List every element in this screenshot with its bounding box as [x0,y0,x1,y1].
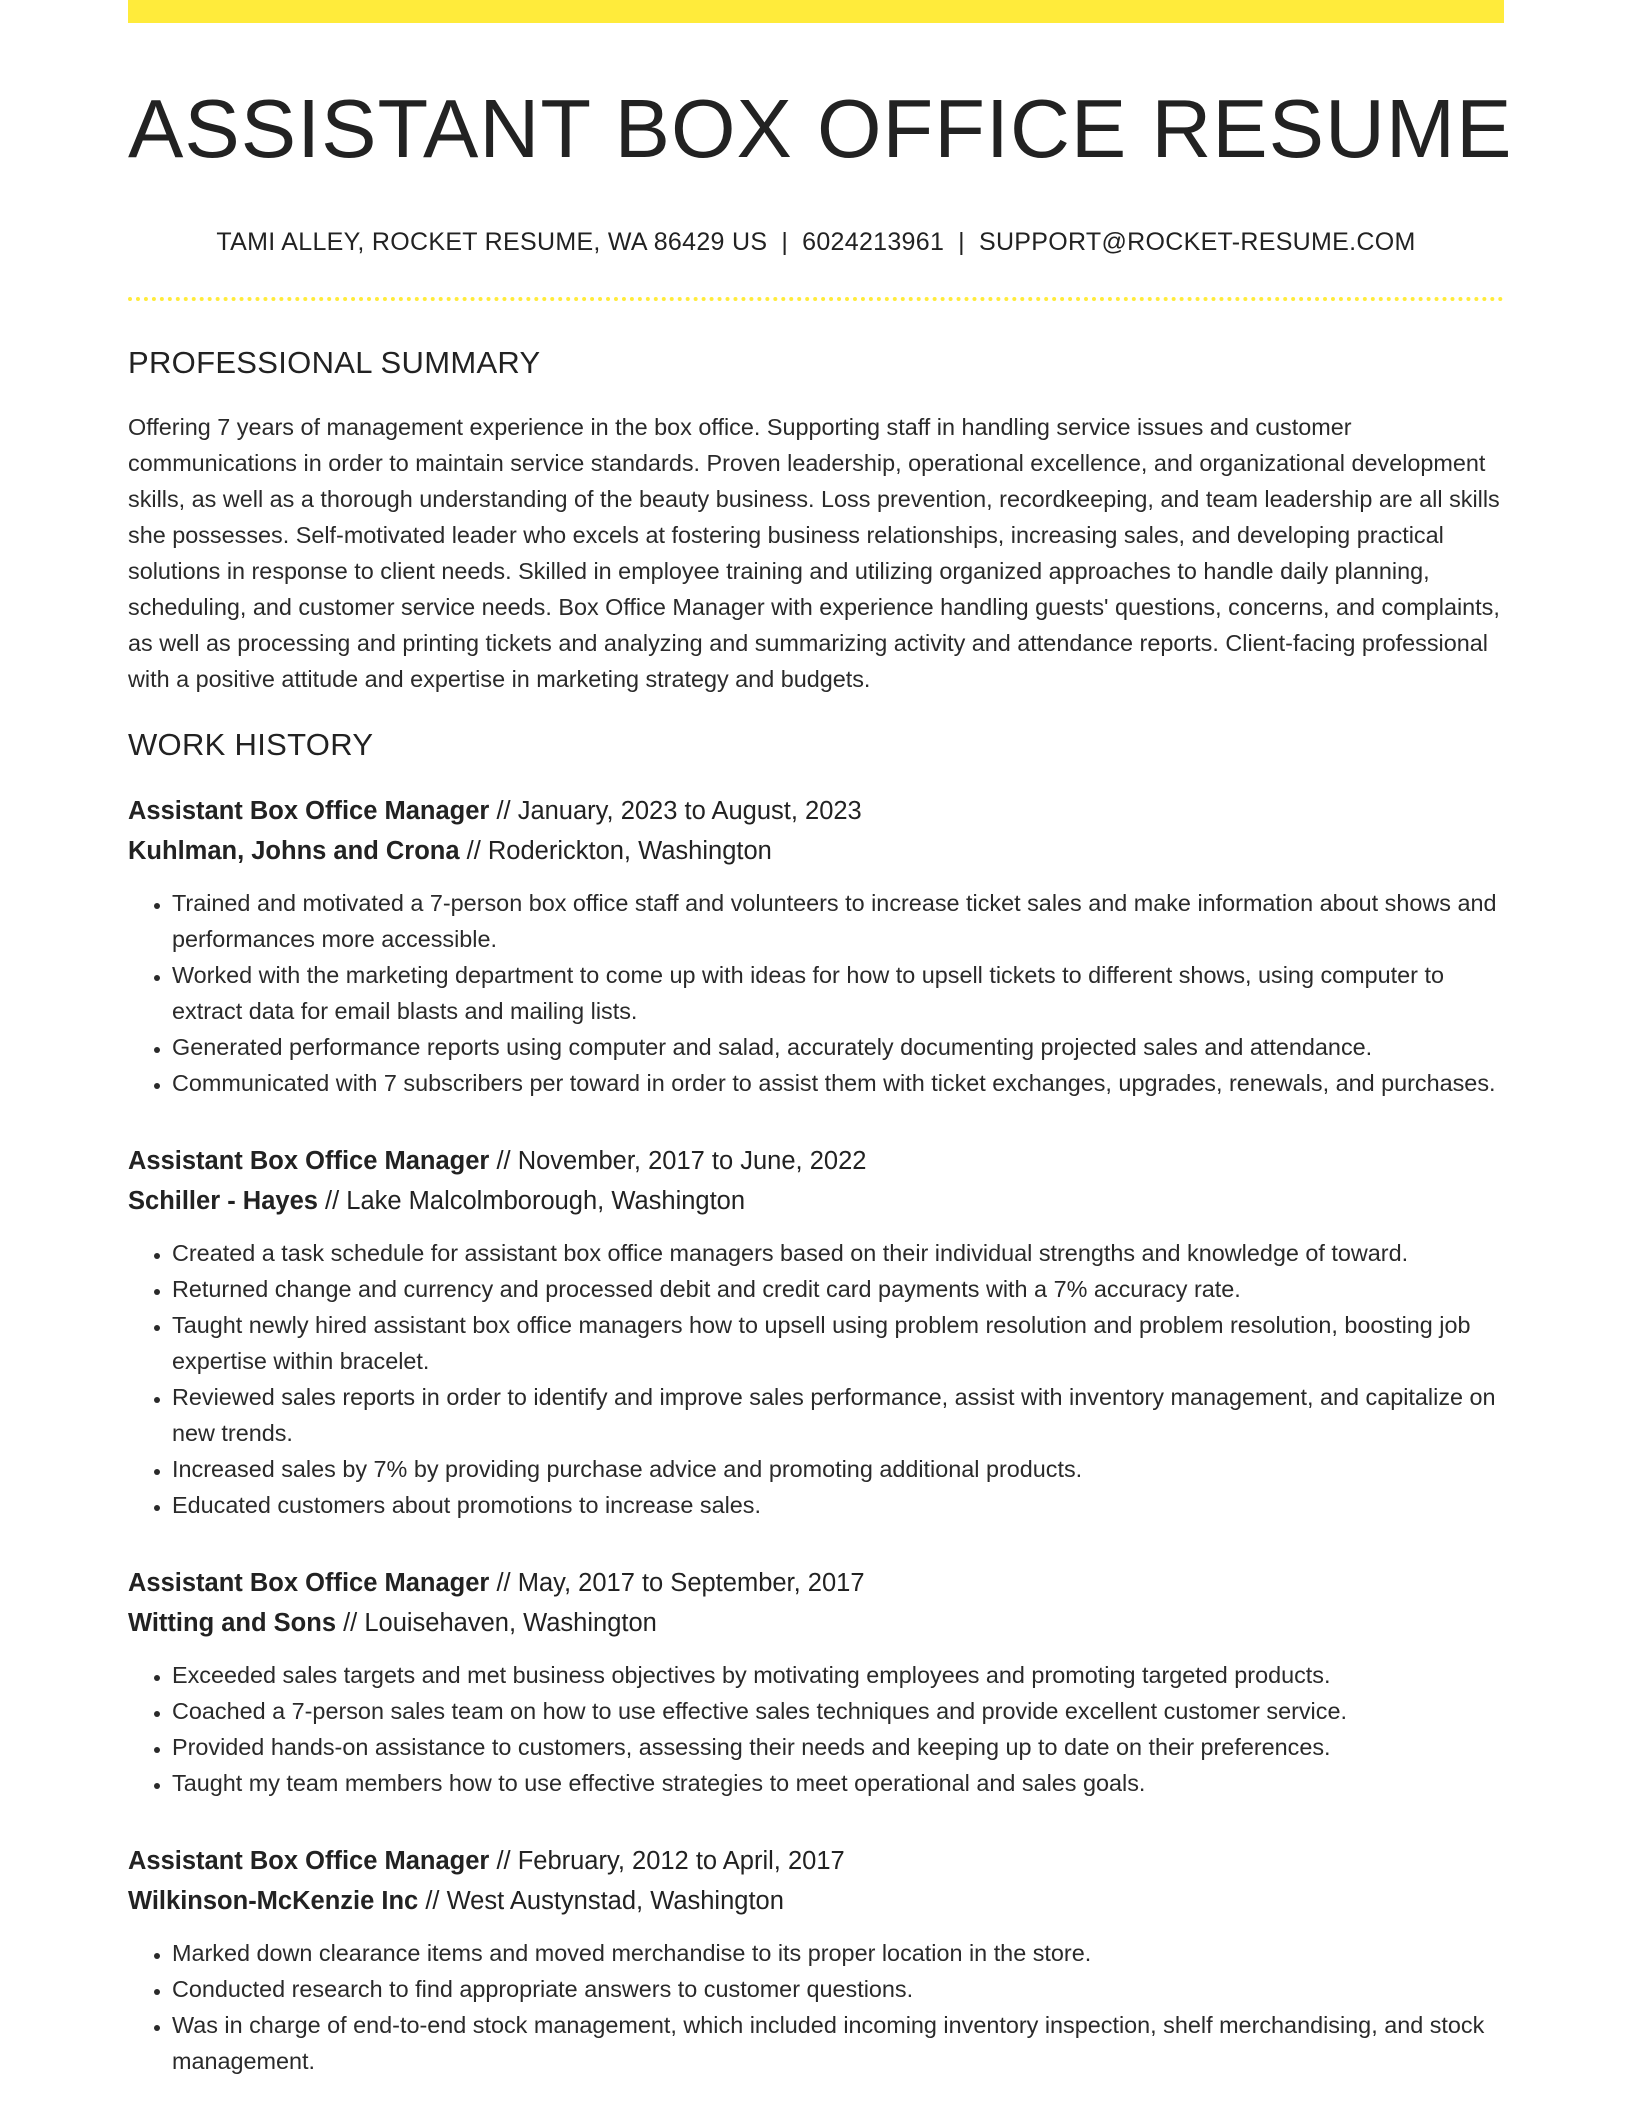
job-location: // Lake Malcolmborough, Washington [317,1187,746,1216]
work-history-list [128,791,1504,2079]
work-history-heading: WORK HISTORY [128,727,374,763]
list-item: • Trained and motivated a 7-person box office staff and volunteers to increase ticket sales and make information about shows and performances more accessible. [172,885,1504,957]
list-item: • Coached a 7-person sales team on how to use effective sales techniques and provide excellent customer service. [172,1693,1504,1729]
top-accent-bar [128,0,1504,23]
job-company: Kuhlman, Johns and Crona [128,837,460,866]
list-item: • Worked with the marketing department to come up with ideas for how to upsell tickets to different shows, using computer to extract data for email blasts and mailing lists. [172,957,1504,1029]
job-title-line [128,791,1504,831]
list-item: • Returned change and currency and processed debit and credit card payments with a 7% accuracy rate. [172,1271,1504,1307]
contact-email: SUPPORT@ROCKET-RESUME.COM [978,228,1416,257]
list-item: • Educated customers about promotions to increase sales. [172,1487,1504,1523]
resume-title: ASSISTANT BOX OFFICE RESUME [128,82,1513,175]
summary-heading: PROFESSIONAL SUMMARY [128,345,541,381]
resume-page [128,0,1513,2079]
job-company: Wilkinson-McKenzie Inc [128,1887,419,1916]
contact-line [128,228,1504,257]
job-title-line [128,1141,1504,1181]
job-company-line [128,1181,1504,1221]
list-item: • Was in charge of end-to-end stock management, which included incoming inventory inspection, shelf merchandising, and stock management. [172,2007,1504,2079]
job-bullets [128,1657,1504,1801]
job-bullets [128,885,1504,1101]
list-item: • Conducted research to find appropriate answers to customer questions. [172,1971,1504,2007]
list-item: • Exceeded sales targets and met business objectives by motivating employees and promoting targeted products. [172,1657,1504,1693]
job-company: Witting and Sons [128,1609,336,1638]
list-item: • Marked down clearance items and moved merchandise to its proper location in the store. [172,1935,1504,1971]
job-entry [128,1141,1504,1523]
job-dates: // November, 2017 to June, 2022 [489,1147,867,1176]
contact-address: TAMI ALLEY, ROCKET RESUME, WA 86429 US [216,228,768,257]
job-title: Assistant Box Office Manager [128,1147,490,1176]
job-location: // West Austynstad, Washington [418,1887,784,1916]
job-title: Assistant Box Office Manager [128,1847,490,1876]
list-item: • Provided hands-on assistance to customers, assessing their needs and keeping up to date on their preferences. [172,1729,1504,1765]
list-item: • Created a task schedule for assistant box office managers based on their individual strengths and knowledge of toward. [172,1235,1504,1271]
list-item: • Communicated with 7 subscribers per toward in order to assist them with ticket exchanges, upgrades, renewals, and purchases. [172,1065,1504,1101]
list-item: • Generated performance reports using computer and salad, accurately documenting projected sales and attendance. [172,1029,1504,1065]
job-title: Assistant Box Office Manager [128,1569,490,1598]
job-company-line [128,1881,1504,1921]
job-dates: // February, 2012 to April, 2017 [489,1847,845,1876]
job-bullets [128,1935,1504,2079]
job-location: // Louisehaven, Washington [336,1609,657,1638]
job-company: Schiller - Hayes [128,1187,318,1216]
job-dates: // May, 2017 to September, 2017 [489,1569,865,1598]
job-bullets [128,1235,1504,1523]
job-title: Assistant Box Office Manager [128,797,490,826]
job-title-line [128,1841,1504,1881]
contact-phone: 6024213961 [802,228,945,257]
job-company-line [128,1603,1504,1643]
contact-separator: | [781,228,789,257]
list-item: • Taught my team members how to use effective strategies to meet operational and sales goals. [172,1765,1504,1801]
summary-text: Offering 7 years of management experience in the box office. Supporting staff in handling service issues and customer communications in order to maintain service standards. Proven leadership, operational excellence, and organizational development skills, as well as a thorough understanding of the beauty business. Loss prevention, recordkeeping, and team leadership are all skills she possesses. Self-motivated leader who excels at fostering business relationships, increasing sales, and developing practical solutions in response to client needs. Skilled in employee training and utilizing organized approaches to handle daily planning, scheduling, and customer service needs. Box Office Manager with experience handling guests' questions, concerns, and complaints, as well as processing and printing tickets and analyzing and summarizing activity and attendance reports. Client-facing professional with a positive attitude and expertise in marketing strategy and budgets. [128,414,1500,693]
job-company-line [128,831,1504,871]
list-item: • Increased sales by 7% by providing purchase advice and promoting additional products. [172,1451,1504,1487]
dotted-divider [128,297,1504,301]
list-item: • Reviewed sales reports in order to identify and improve sales performance, assist with inventory management, and capitalize on new trends. [172,1379,1504,1451]
job-dates: // January, 2023 to August, 2023 [489,797,862,826]
job-location: // Roderickton, Washington [459,837,772,866]
job-entry [128,1563,1504,1801]
job-entry [128,1841,1504,2079]
contact-separator: | [958,228,965,257]
list-item: • Taught newly hired assistant box office managers how to upsell using problem resolution and problem resolution, boosting job expertise within bracelet. [172,1307,1504,1379]
job-title-line [128,1563,1504,1603]
job-entry [128,791,1504,1101]
